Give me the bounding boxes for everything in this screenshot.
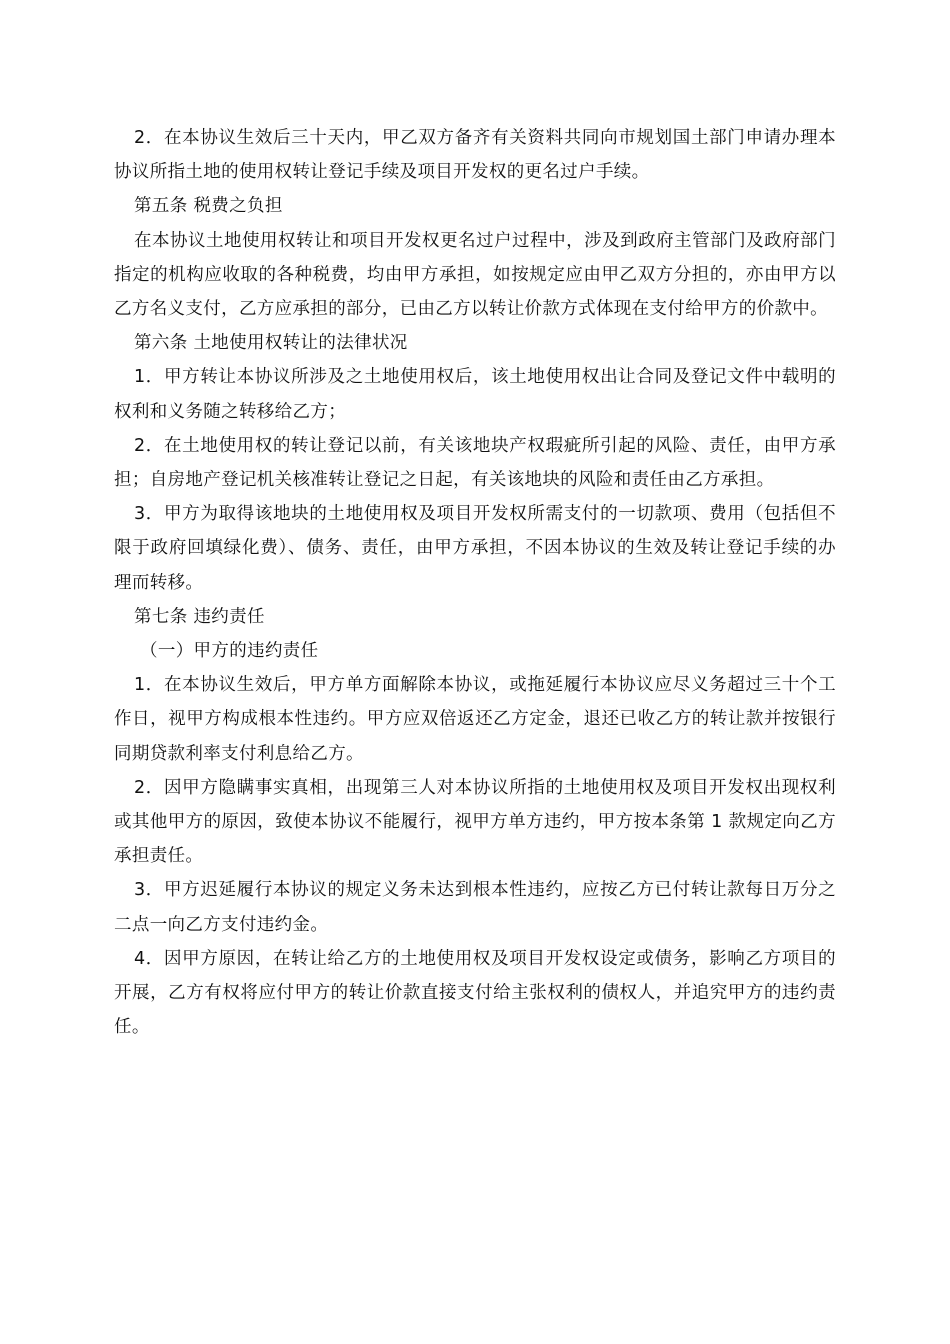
paragraph-7-1-3: 3．甲方迟延履行本协议的规定义务未达到根本性违约，应按乙方已付转让款每日万分之二点一向乙方支付违约金。 bbox=[114, 880, 836, 935]
paragraph-7-1-4: 4．因甲方原因，在转让给乙方的土地使用权及项目开发权设定或债务，影响乙方项目的开展，乙方有权将应付甲方的转让价款直接支付给主张权利的债权人，并追究甲方的违约责任。 bbox=[114, 948, 836, 1038]
paragraph-6-1: 1．甲方转让本协议所涉及之土地使用权后，该土地使用权出让合同及登记文件中载明的权利和义务随之转移给乙方； bbox=[114, 367, 836, 422]
article-5-heading: 第五条 税费之负担 bbox=[134, 196, 283, 217]
article-7-heading: 第七条 违约责任 bbox=[134, 606, 265, 627]
paragraph-7-1-2: 2．因甲方隐瞒事实真相，出现第三人对本协议所指的土地使用权及项目开发权出现权利或其他甲方的原因，致使本协议不能履行，视甲方单方违约，甲方按本条第 1 款规定向乙方承担责任。 bbox=[114, 777, 836, 867]
paragraph-6-2: 2．在土地使用权的转让登记以前，有关该地块产权瑕疵所引起的风险、责任，由甲方承担；自房地产登记机关核准转让登记之日起，有关该地块的风险和责任由乙方承担。 bbox=[114, 435, 836, 491]
article-6-heading: 第六条 土地使用权转让的法律状况 bbox=[134, 333, 408, 354]
paragraph-5-2: 2．在本协议生效后三十天内，甲乙双方备齐有关资料共同向市规划国土部门申请办理本协议所指土地的使用权转让登记手续及项目开发权的更名过户手续。 bbox=[114, 128, 836, 183]
paragraph-5-body: 在本协议土地使用权转让和项目开发权更名过户过程中，涉及到政府主管部门及政府部门指定的机构应收取的各种税费，均由甲方承担，如按规定应由甲乙双方分担的，亦由甲方以乙方名义支付，乙方应承担的部分，已由乙方以转让价款方式体现在支付给甲方的价款中。 bbox=[114, 230, 836, 320]
document-body bbox=[114, 121, 836, 1044]
paragraph-6-3: 3．甲方为取得该地块的土地使用权及项目开发权所需支付的一切款项、费用（包括但不限于政府回填绿化费）、债务、责任，由甲方承担，不因本协议的生效及转让登记手续的办理而转移。 bbox=[114, 504, 836, 593]
section-7-1-heading: （一）甲方的违约责任 bbox=[140, 641, 319, 662]
paragraph-7-1-1: 1．在本协议生效后，甲方单方面解除本协议，或拖延履行本协议应尽义务超过三十个工作日，视甲方构成根本性违约。甲方应双倍返还乙方定金，退还已收乙方的转让款并按银行同期贷款利率支付利息给乙方。 bbox=[114, 675, 836, 764]
